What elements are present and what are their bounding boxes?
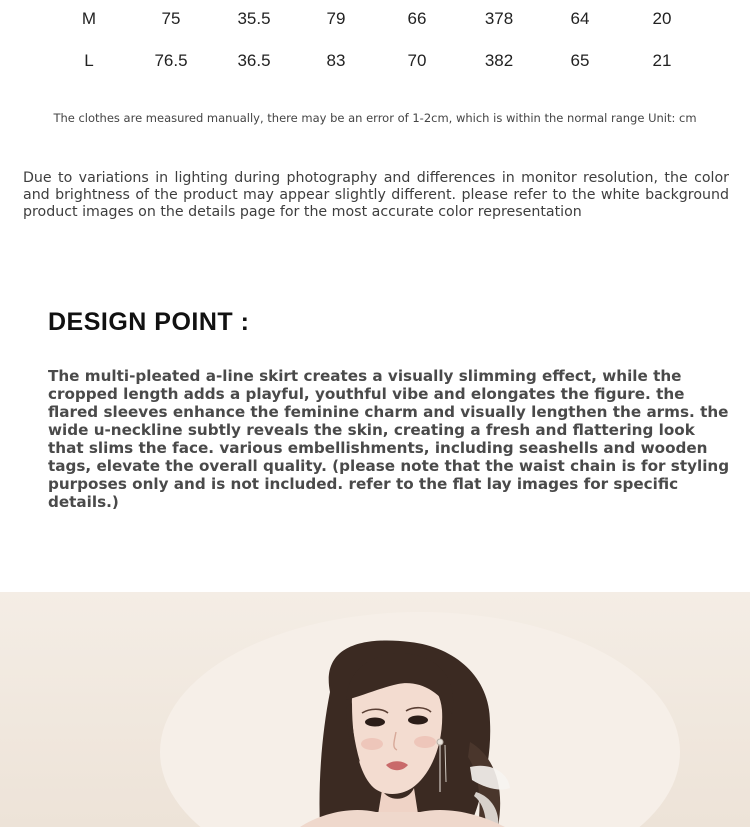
table-cell: 66: [407, 9, 427, 28]
table-cell: 382: [484, 51, 514, 70]
table-cell: 65: [570, 51, 590, 70]
color-disclaimer: Due to variations in lighting during photography and differences in monitor resolution, the color and brightness of the product may appear slightly different. please refer to the white background product images on the details page for the most accurate color representation: [23, 170, 729, 220]
model-photo: [0, 592, 750, 827]
table-cell: 83: [326, 51, 346, 70]
table-cell: 20: [652, 9, 672, 28]
size-label: L: [84, 51, 94, 70]
table-cell: 21: [652, 51, 672, 70]
design-point-title: DESIGN POINT :: [48, 308, 250, 336]
table-cell: 35.5: [237, 9, 271, 28]
table-cell: 70: [407, 51, 427, 70]
table-cell: 36.5: [237, 51, 271, 70]
table-cell: 64: [570, 9, 590, 28]
table-row: [0, 49, 750, 73]
table-cell: 79: [326, 9, 346, 28]
model-illustration: [0, 592, 750, 827]
table-cell: 378: [484, 9, 514, 28]
size-label: M: [81, 9, 97, 28]
measurement-note: The clothes are measured manually, there may be an error of 1-2cm, which is within the normal range Unit: cm: [53, 111, 697, 125]
table-cell: 76.5: [154, 51, 188, 70]
table-cell: 75: [161, 9, 181, 28]
design-point-description: The multi-pleated a-line skirt creates a visually slimming effect, while the cropped length adds a playful, youthful vibe and elongates the figure. the flared sleeves enhance the feminine charm and visually lengthen the arms. the wide u-neckline subtly reveals the skin, creating a fresh and flattering look that slims the face. various embellishments, including seashells and wooden tags, elevate the overall quality. (please note that the waist chain is for styling purposes only and is not included. refer to the flat lay images for specific details.): [48, 367, 730, 511]
table-row: [0, 7, 750, 31]
